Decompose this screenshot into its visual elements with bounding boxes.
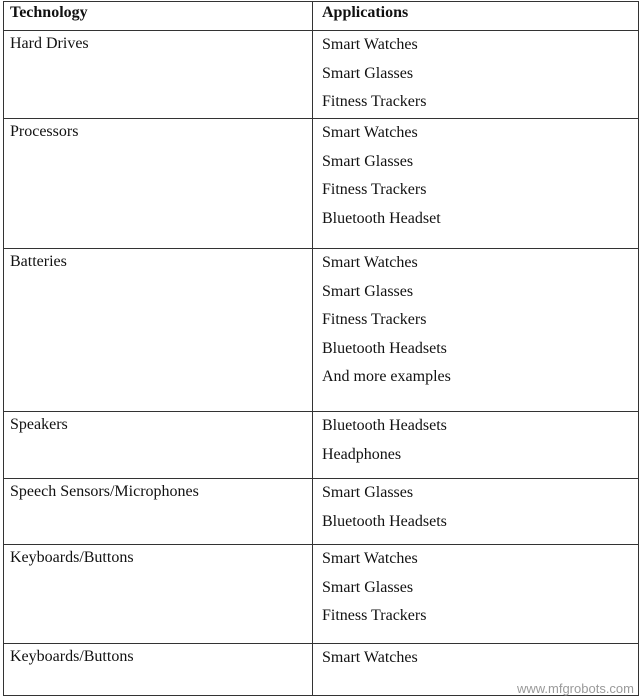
application-item: Smart Glasses [322, 152, 414, 170]
application-item: Smart Watches [322, 550, 418, 567]
application-item: Bluetooth Headset [322, 209, 441, 227]
header-applications: Applications [313, 2, 639, 31]
applications-cell [313, 479, 639, 545]
application-item: Smart Glasses [322, 282, 414, 300]
header-row [4, 2, 639, 31]
technology-cell: Speakers [4, 412, 313, 479]
application-item: Fitness Trackers [322, 607, 427, 624]
technology-cell: Batteries [4, 249, 313, 412]
application-item: Smart Glasses [322, 64, 414, 82]
table-row [4, 479, 639, 545]
technology-cell: Speech Sensors/Microphones [4, 479, 313, 545]
application-item: Bluetooth Headsets [322, 417, 447, 434]
applications-cell [313, 545, 639, 644]
table-row [4, 545, 639, 644]
table-row [4, 119, 639, 249]
table-row [4, 31, 639, 119]
application-item: Smart Watches [322, 124, 418, 141]
application-item: Bluetooth Headsets [322, 512, 447, 530]
applications-cell [313, 249, 639, 412]
application-item: Smart Watches [322, 254, 418, 271]
technology-applications-table [3, 1, 639, 696]
technology-cell: Keyboards/Buttons [4, 545, 313, 644]
applications-cell [313, 412, 639, 479]
technology-cell: Keyboards/Buttons [4, 644, 313, 696]
technology-cell: Hard Drives [4, 31, 313, 119]
table-row [4, 249, 639, 412]
header-technology: Technology [4, 2, 313, 31]
application-item: Headphones [322, 445, 402, 463]
application-item: Smart Glasses [322, 578, 414, 596]
application-item: Bluetooth Headsets [322, 339, 447, 357]
applications-cell [313, 119, 639, 249]
application-item: Fitness Trackers [322, 311, 427, 328]
technology-cell: Processors [4, 119, 313, 249]
application-item: And more examples [322, 368, 451, 385]
application-item: Smart Watches [322, 649, 418, 666]
table-row [4, 412, 639, 479]
application-item: Smart Watches [322, 36, 418, 53]
applications-cell [313, 31, 639, 119]
application-item: Smart Glasses [322, 484, 414, 501]
application-item: Fitness Trackers [322, 93, 427, 110]
table-body [4, 31, 639, 696]
application-item: Fitness Trackers [322, 181, 427, 198]
watermark: www.mfgrobots.com [516, 681, 634, 696]
